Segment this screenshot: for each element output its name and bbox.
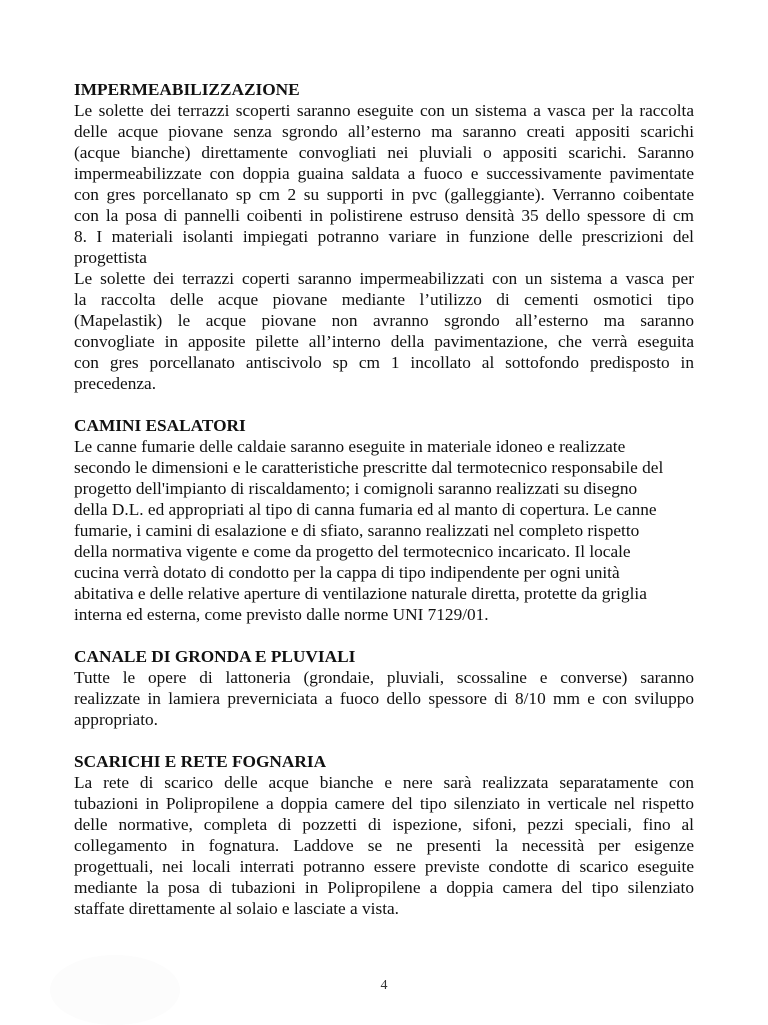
document-page [74, 79, 694, 940]
text-line: (acque bianche) direttamente convogliati nei pluviali o appositi scarichi. Saranno [74, 143, 694, 162]
text-line: progettuali, nei locali interrati potranno essere previste condotte di scarico eseguite [74, 857, 694, 876]
text-line: con gres porcellanato antiscivolo sp cm 1 incollato al sottofondo predisposto in [74, 353, 694, 372]
text-line: La rete di scarico delle acque bianche e nere sarà realizzata separatamente con [74, 773, 694, 792]
text-line: con gres porcellanato sp cm 2 su supporti in pvc (galleggiante). Verranno coibentate [74, 185, 694, 204]
text-line: staffate direttamente al solaio e lasciate a vista. [74, 899, 400, 918]
text-line: realizzate in lamiera preverniciata a fuoco dello spessore di 8/10 mm e con sviluppo [74, 689, 694, 708]
text-line: Le canne fumarie delle caldaie saranno eseguite in materiale idoneo e realizzate [74, 437, 626, 456]
section-heading: CANALE DI GRONDA E PLUVIALI [74, 647, 356, 666]
section-impermeabilizzazione [74, 79, 694, 394]
text-line: della D.L. ed appropriati al tipo di canna fumaria ed al manto di copertura. Le canne [74, 500, 657, 519]
text-line: (Mapelastik) le acque piovane non avranno sgrondo all’esterno ma saranno [74, 311, 694, 330]
text-line: collegamento in fognatura. Laddove se ne presenti la necessità per esigenze [74, 836, 694, 855]
text-line: mediante la posa di tubazioni in Polipropilene a doppia camera del tipo silenziato [74, 878, 694, 897]
text-line: Tutte le opere di lattoneria (grondaie, pluviali, scossaline e converse) saranno [74, 668, 694, 687]
text-line: abitativa e delle relative aperture di ventilazione naturale diretta, protette da griglia [74, 584, 647, 603]
text-line: fumarie, i camini di esalazione e di sfiato, saranno realizzati nel completo rispetto [74, 521, 640, 540]
text-line: interna ed esterna, come previsto dalle norme UNI 7129/01. [74, 605, 489, 624]
text-line: progetto dell'impianto di riscaldamento; i comignoli saranno realizzati su disegno [74, 479, 638, 498]
text-line: della normativa vigente e come da progetto del termotecnico incaricato. Il locale [74, 542, 631, 561]
section-canale-di-gronda [74, 646, 694, 730]
page-number: 4 [380, 978, 388, 993]
text-line: delle acque piovane senza sgrondo all’esterno ma saranno creati appositi scarichi [74, 122, 694, 141]
text-line: appropriato. [74, 710, 158, 729]
text-line: precedenza. [74, 374, 157, 393]
text-line: secondo le dimensioni e le caratteristiche prescritte dal termotecnico responsabile del [74, 458, 664, 477]
text-line: delle normative, completa di pozzetti di ispezione, sifoni, pezzi speciali, fino al [74, 815, 694, 834]
text-line: con la posa di pannelli coibenti in polistirene estruso densità 35 dello spessore di cm [74, 206, 694, 225]
section-scarichi-rete-fognaria [74, 751, 694, 919]
text-line: Le solette dei terrazzi scoperti saranno eseguite con un sistema a vasca per la raccolta [74, 101, 694, 120]
text-line: convogliate in apposite pilette all’interno della pavimentazione, che verrà eseguita [74, 332, 694, 351]
text-line: progettista [74, 248, 147, 267]
section-heading: IMPERMEABILIZZAZIONE [74, 80, 300, 99]
text-line: la raccolta delle acque piovane mediante l’utilizzo di cementi osmotici tipo [74, 290, 694, 309]
section-heading: SCARICHI E RETE FOGNARIA [74, 752, 327, 771]
text-line: tubazioni in Polipropilene a doppia camere del tipo silenziato in verticale nel rispetto [74, 794, 694, 813]
text-line: cucina verrà dotato di condotto per la cappa di tipo indipendente per ogni unità [74, 563, 620, 582]
section-camini-esalatori [74, 415, 694, 625]
text-line: Le solette dei terrazzi coperti saranno impermeabilizzati con un sistema a vasca per [74, 269, 694, 288]
text-line: 8. I materiali isolanti impiegati potranno variare in funzione delle prescrizioni del [74, 227, 694, 246]
section-heading: CAMINI ESALATORI [74, 416, 246, 435]
text-line: impermeabilizzate con doppia guaina saldata a fuoco e successivamente pavimentate [74, 164, 694, 183]
